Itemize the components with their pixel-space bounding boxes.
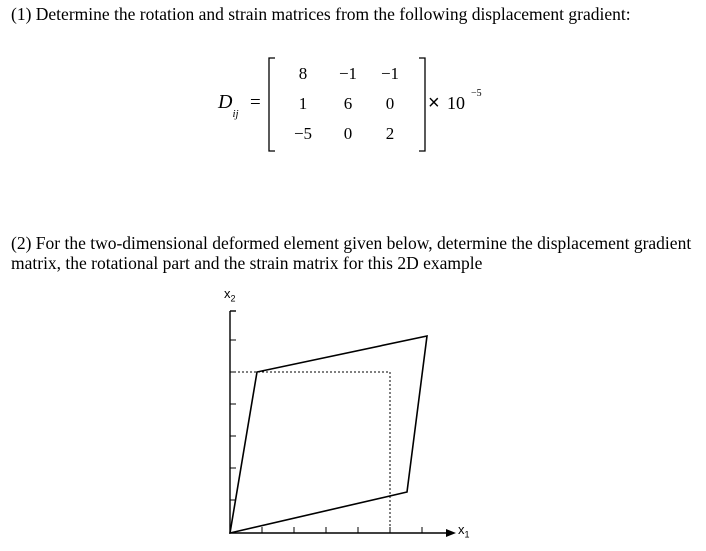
x1-axis-label: $x_1$ bbox=[458, 522, 470, 540]
undeformed-square bbox=[230, 372, 390, 533]
matrix-cell-1-2: −1 bbox=[338, 64, 358, 83]
matrix-cell-1-3: −1 bbox=[380, 64, 400, 83]
deformed-element bbox=[230, 336, 427, 533]
matrix-cell-1-1: 8 bbox=[298, 64, 308, 83]
problem-2-line-1: (2) For the two-dimensional deformed element given below, determine the displacement gradient bbox=[11, 233, 692, 253]
power-exponent: −5 bbox=[471, 88, 482, 99]
x1-axis-arrowhead bbox=[446, 529, 456, 537]
matrix-symbol: $D_{ij}$ bbox=[218, 91, 239, 120]
times-sign: × bbox=[428, 92, 440, 114]
power-base: 10 bbox=[447, 93, 465, 113]
equals-sign: = bbox=[250, 92, 261, 113]
matrix-cell-3-2: 0 bbox=[343, 124, 353, 143]
matrix-cell-2-1: 1 bbox=[298, 94, 308, 113]
matrix-cell-3-1: −5 bbox=[293, 124, 313, 143]
x2-axis-label: $x_2$ bbox=[224, 286, 236, 304]
matrix-cell-3-3: 2 bbox=[385, 124, 395, 143]
problem-2-line-2: matrix, the rotational part and the strain matrix for this 2D example bbox=[11, 253, 483, 273]
matrix-cell-2-2: 6 bbox=[343, 94, 353, 113]
matrix-cell-2-3: 0 bbox=[385, 94, 395, 113]
problem-1-text: (1) Determine the rotation and strain matrices from the following displacement gradient: bbox=[11, 4, 631, 24]
